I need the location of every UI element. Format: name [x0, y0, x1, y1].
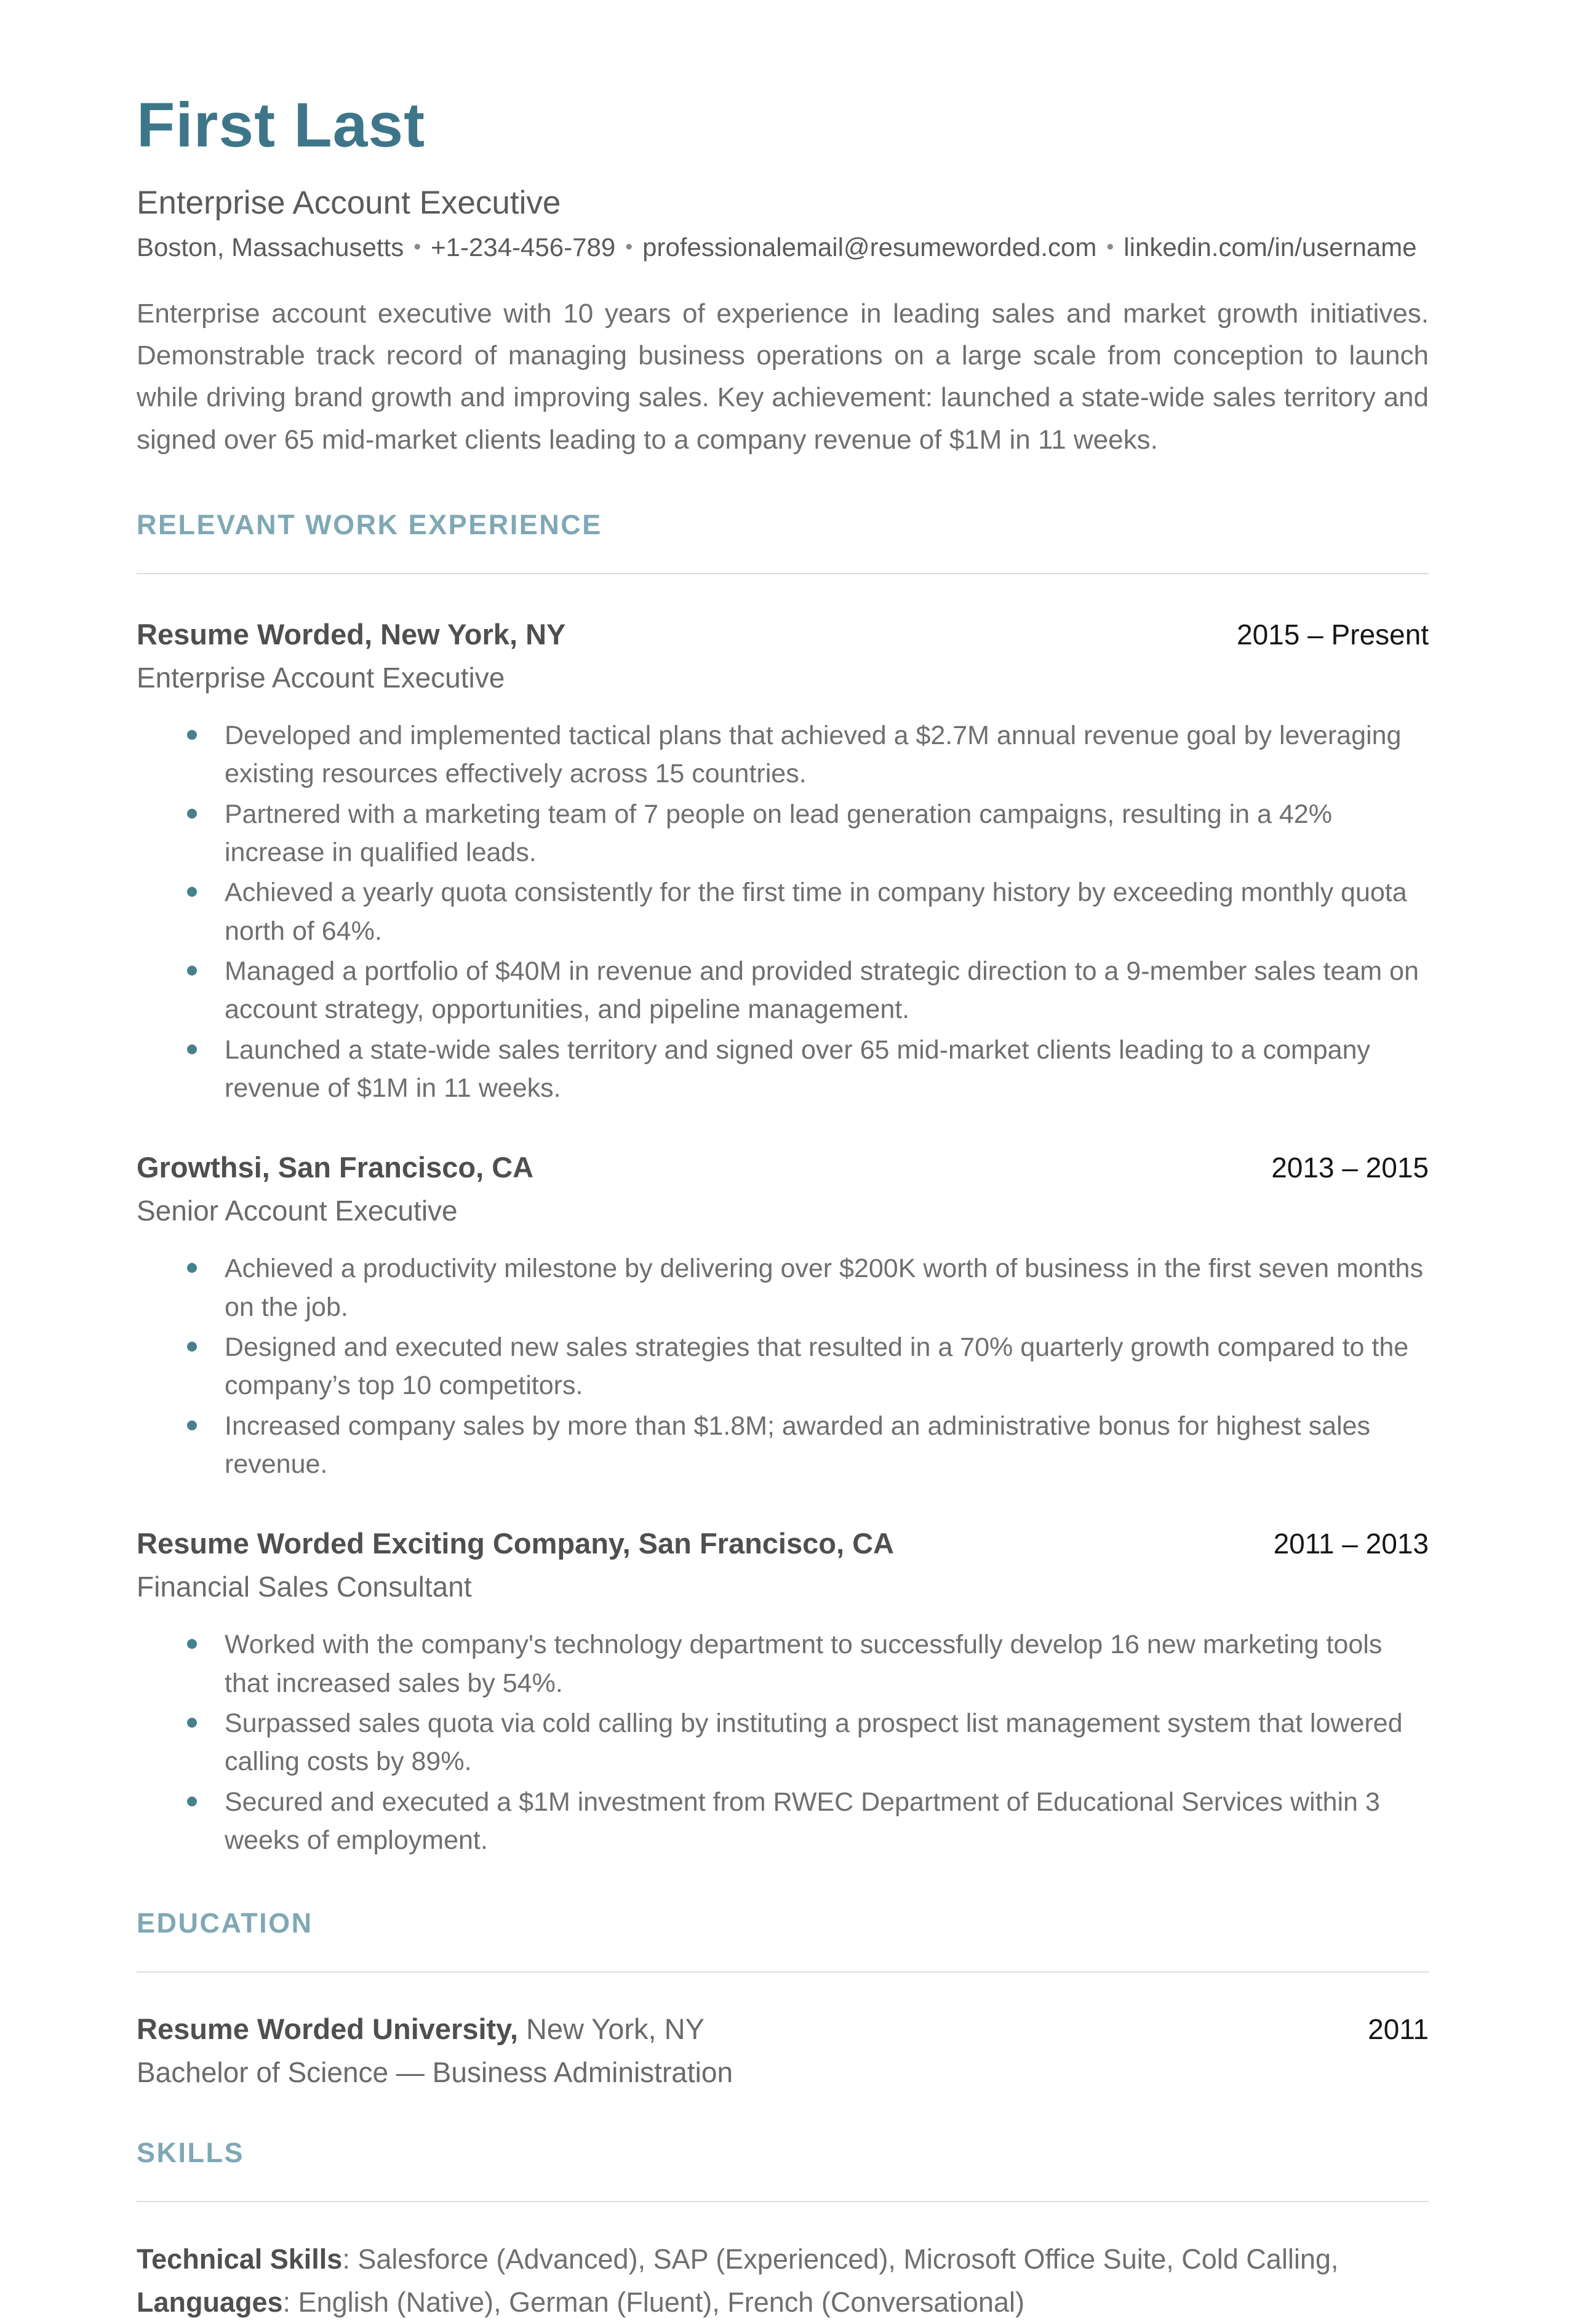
- section-skills: [137, 2137, 1429, 2324]
- job-bullet-list: [137, 716, 1429, 1107]
- bullet-dot-icon: [187, 730, 197, 740]
- section-divider: [137, 2201, 1429, 2202]
- education-header-row: [137, 2012, 1429, 2046]
- bullet-dot-icon: [187, 966, 197, 976]
- bullet-dot-icon: [187, 1342, 197, 1352]
- section-heading-education: EDUCATION: [137, 1907, 313, 1939]
- section-heading-skills: SKILLS: [137, 2137, 245, 2169]
- bullet-item: [137, 716, 1429, 793]
- school-line: [137, 2012, 705, 2046]
- bullet-text: Increased company sales by more than $1.8M; awarded an administrative bonus for highest sales revenue.: [225, 1411, 1370, 1479]
- job-dates: 2013 – 2015: [1271, 1152, 1429, 1184]
- skills-block: [137, 2238, 1429, 2324]
- summary-paragraph: Enterprise account executive with 10 years of experience in leading sales and market growth initiatives. Demonstrable track record of managing business operations on a large scale from conception to launch while driving brand growth and improving sales. Key achievement: launched a state-wide sales territory and signed over 65 mid-market clients leading to a company revenue of $1M in 11 weeks.: [137, 299, 1429, 455]
- job-company: Resume Worded, New York, NY: [137, 617, 566, 651]
- bullet-text: Developed and implemented tactical plans that achieved a $2.7M annual revenue goal by leveraging existing resources effectively across 15 countries.: [225, 720, 1402, 789]
- bullet-dot-icon: [187, 1639, 197, 1649]
- education-entry: [137, 2012, 1429, 2089]
- section-divider: [137, 1971, 1429, 1973]
- job-bullet-list: [137, 1249, 1429, 1483]
- bullet-item: [137, 873, 1429, 950]
- bullet-text: Surpassed sales quota via cold calling by instituting a prospect list management system that lowered calling costs by 89%.: [225, 1709, 1403, 1777]
- job-header-row: [137, 1526, 1429, 1560]
- contact-linkedin: linkedin.com/in/username: [1124, 233, 1417, 262]
- contact-separator: •: [625, 235, 633, 259]
- skills-label: Languages: [137, 2286, 283, 2318]
- job-header-row: [137, 617, 1429, 651]
- bullet-item: [137, 1625, 1429, 1702]
- bullet-item: [137, 1249, 1429, 1326]
- contact-phone: +1-234-456-789: [431, 233, 616, 262]
- contact-separator: •: [1106, 235, 1114, 259]
- bullet-text: Managed a portfolio of $40M in revenue and provided strategic direction to a 9-member sales team on account strategy, opportunities, and pipeline management.: [225, 956, 1419, 1025]
- section-experience: [137, 509, 1429, 1860]
- job-title: Enterprise Account Executive: [137, 661, 505, 694]
- section-heading-experience: RELEVANT WORK EXPERIENCE: [137, 508, 602, 540]
- bullet-text: Secured and executed a $1M investment from RWEC Department of Educational Services within 3 weeks of employment.: [225, 1787, 1380, 1856]
- section-education: [137, 1907, 1429, 2089]
- skills-values: : Salesforce (Advanced), SAP (Experienced), Microsoft Office Suite, Cold Calling,: [342, 2243, 1339, 2275]
- bullet-item: [137, 952, 1429, 1029]
- bullet-text: Achieved a productivity milestone by delivering over $200K worth of business in the first seven months on the job.: [225, 1254, 1423, 1322]
- section-divider: [137, 573, 1429, 574]
- bullet-item: [137, 1704, 1429, 1781]
- job-entry: [137, 1526, 1429, 1859]
- job-company: Growthsi, San Francisco, CA: [137, 1151, 534, 1184]
- candidate-name: First Last: [137, 90, 426, 160]
- bullet-item: [137, 1783, 1429, 1860]
- bullet-text: Designed and executed new sales strategies that resulted in a 70% quarterly growth compared to the company’s top 10 competitors.: [225, 1332, 1409, 1401]
- job-entry: [137, 617, 1429, 1107]
- skills-line: [137, 2238, 1429, 2281]
- school-location: New York, NY: [517, 2013, 705, 2046]
- job-bullet-list: [137, 1625, 1429, 1859]
- job-entry: [137, 1150, 1429, 1483]
- job-dates: 2011 – 2013: [1273, 1528, 1429, 1560]
- contact-separator: •: [413, 235, 421, 259]
- job-dates: 2015 – Present: [1236, 618, 1429, 651]
- skills-values: : English (Native), German (Fluent), French (Conversational): [282, 2286, 1024, 2318]
- contact-email: professionalemail@resumeworded.com: [642, 233, 1097, 262]
- contact-info: [137, 233, 1429, 262]
- bullet-item: [137, 1407, 1429, 1484]
- degree: Bachelor of Science — Business Administration: [137, 2056, 733, 2089]
- job-header-row: [137, 1150, 1429, 1184]
- bullet-text: Partnered with a marketing team of 7 people on lead generation campaigns, resulting in a 42% increase in qualified leads.: [225, 799, 1332, 867]
- job-title: Financial Sales Consultant: [137, 1571, 472, 1603]
- bullet-text: Launched a state-wide sales territory and signed over 65 mid-market clients leading to a company revenue of $1M in 11 weeks.: [225, 1035, 1370, 1103]
- skills-line: [137, 2281, 1429, 2324]
- skills-label: Technical Skills: [137, 2243, 343, 2275]
- school-name: Resume Worded University,: [137, 2013, 518, 2046]
- bullet-text: Achieved a yearly quota consistently for the first time in company history by exceeding monthly quota north of 64%.: [225, 878, 1407, 946]
- candidate-headline: Enterprise Account Executive: [137, 185, 561, 222]
- bullet-dot-icon: [187, 887, 197, 897]
- job-company: Resume Worded Exciting Company, San Francisco, CA: [137, 1527, 894, 1560]
- bullet-dot-icon: [187, 1718, 197, 1728]
- bullet-dot-icon: [187, 1797, 197, 1806]
- bullet-item: [137, 1031, 1429, 1108]
- education-dates: 2011: [1368, 2013, 1429, 2046]
- bullet-item: [137, 1328, 1429, 1405]
- bullet-text: Worked with the company's technology department to successfully develop 16 new marketing tools that increased sales by 54%.: [225, 1630, 1383, 1698]
- bullet-dot-icon: [187, 1263, 197, 1273]
- bullet-dot-icon: [187, 809, 197, 819]
- bullet-item: [137, 795, 1429, 872]
- bullet-dot-icon: [187, 1044, 197, 1054]
- contact-location: Boston, Massachusetts: [137, 233, 404, 262]
- job-title: Senior Account Executive: [137, 1195, 458, 1227]
- bullet-dot-icon: [187, 1420, 197, 1430]
